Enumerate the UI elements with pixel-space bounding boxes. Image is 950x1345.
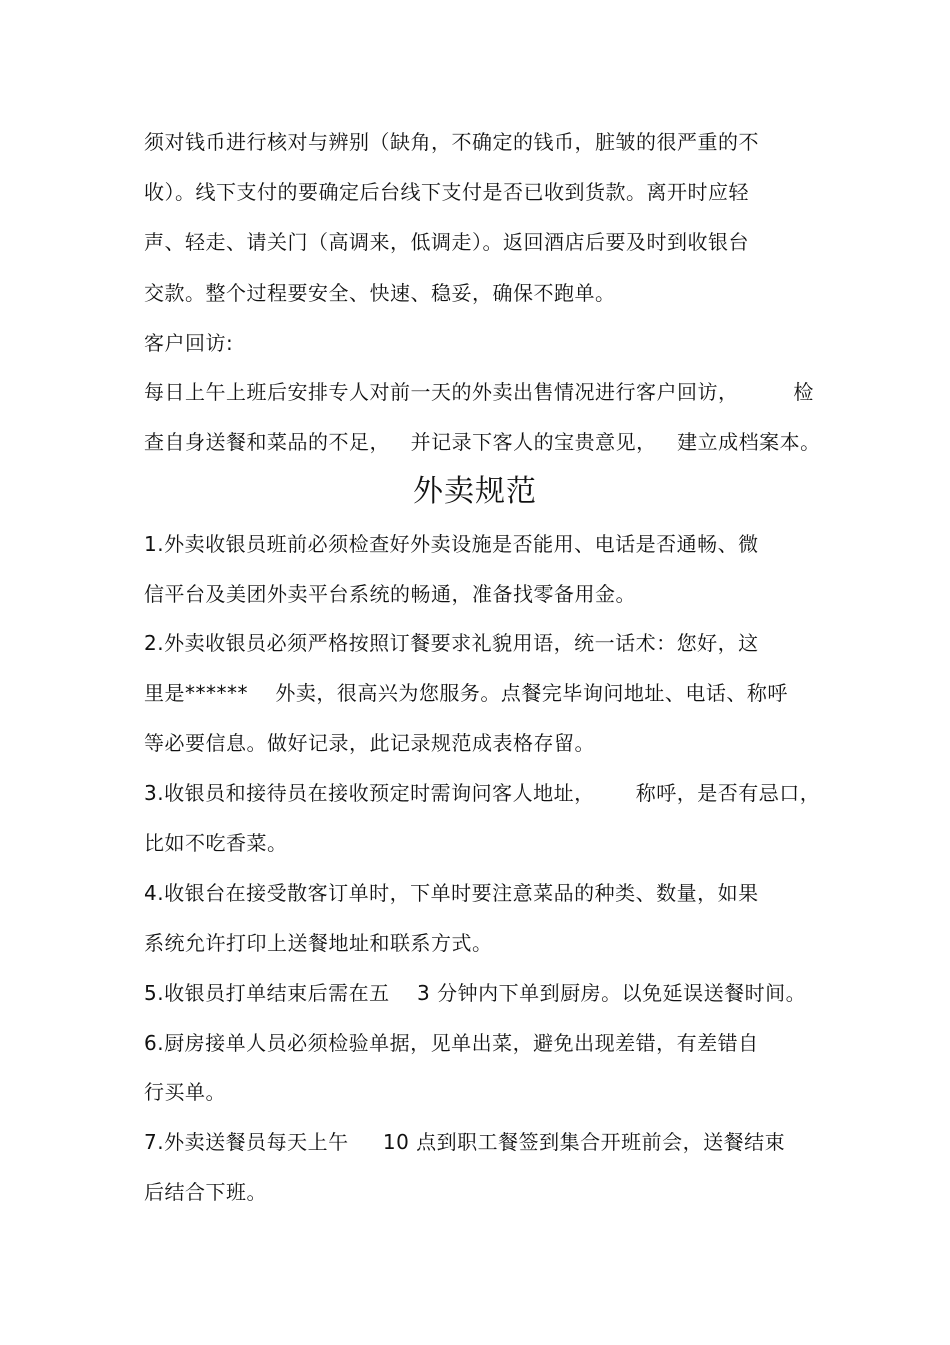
rule-line: 行买单。 — [144, 1080, 226, 1104]
rule-line: 7.外卖送餐员每天上午 10 点到职工餐签到集合开班前会，送餐结束 — [144, 1130, 786, 1154]
rule-line: 1.外卖收银员班前必须检查好外卖设施是否能用、电话是否通畅、微 — [144, 532, 759, 556]
section-heading-customer-visit: 客户回访: — [144, 331, 234, 355]
visit-line: 查自身送餐和菜品的不足， 并记录下客人的宝贵意见， 建立成档案本。 — [144, 430, 821, 454]
page-title: 外卖规范 — [413, 474, 537, 509]
intro-line: 声、轻走、请关门（高调来，低调走）。返回酒店后要及时到收银台 — [144, 230, 749, 254]
rule-line: 系统允许打印上送餐地址和联系方式。 — [144, 931, 493, 955]
intro-line: 收）。线下支付的要确定后台线下支付是否已收到货款。离开时应轻 — [144, 180, 749, 204]
rule-line: 比如不吃香菜。 — [144, 831, 288, 855]
rule-line: 5.收银员打单结束后需在五 3 分钟内下单到厨房。以免延误送餐时间。 — [144, 981, 807, 1005]
rule-line: 里是****** 外卖，很高兴为您服务。点餐完毕询问地址、电话、称呼 — [144, 681, 788, 705]
rule-line: 信平台及美团外卖平台系统的畅通，准备找零备用金。 — [144, 582, 636, 606]
rule-line: 等必要信息。做好记录，此记录规范成表格存留。 — [144, 731, 595, 755]
rule-line: 2.外卖收银员必须严格按照订餐要求礼貌用语，统一话术：您好，这 — [144, 631, 759, 655]
intro-line: 须对钱币进行核对与辨别（缺角，不确定的钱币，脏皱的很严重的不 — [144, 130, 759, 154]
rule-line: 6.厨房接单人员必须检验单据，见单出菜，避免出现差错，有差错自 — [144, 1031, 759, 1055]
intro-line: 交款。整个过程要安全、快速、稳妥，确保不跑单。 — [144, 281, 616, 305]
rule-line: 4.收银台在接受散客订单时，下单时要注意菜品的种类、数量，如果 — [144, 881, 759, 905]
rule-line: 后结合下班。 — [144, 1180, 267, 1204]
rule-line: 3.收银员和接待员在接收预定时需询问客人地址， 称呼，是否有忌口， — [144, 781, 821, 805]
visit-line: 每日上午上班后安排专人对前一天的外卖出售情况进行客户回访， 检 — [144, 380, 814, 404]
